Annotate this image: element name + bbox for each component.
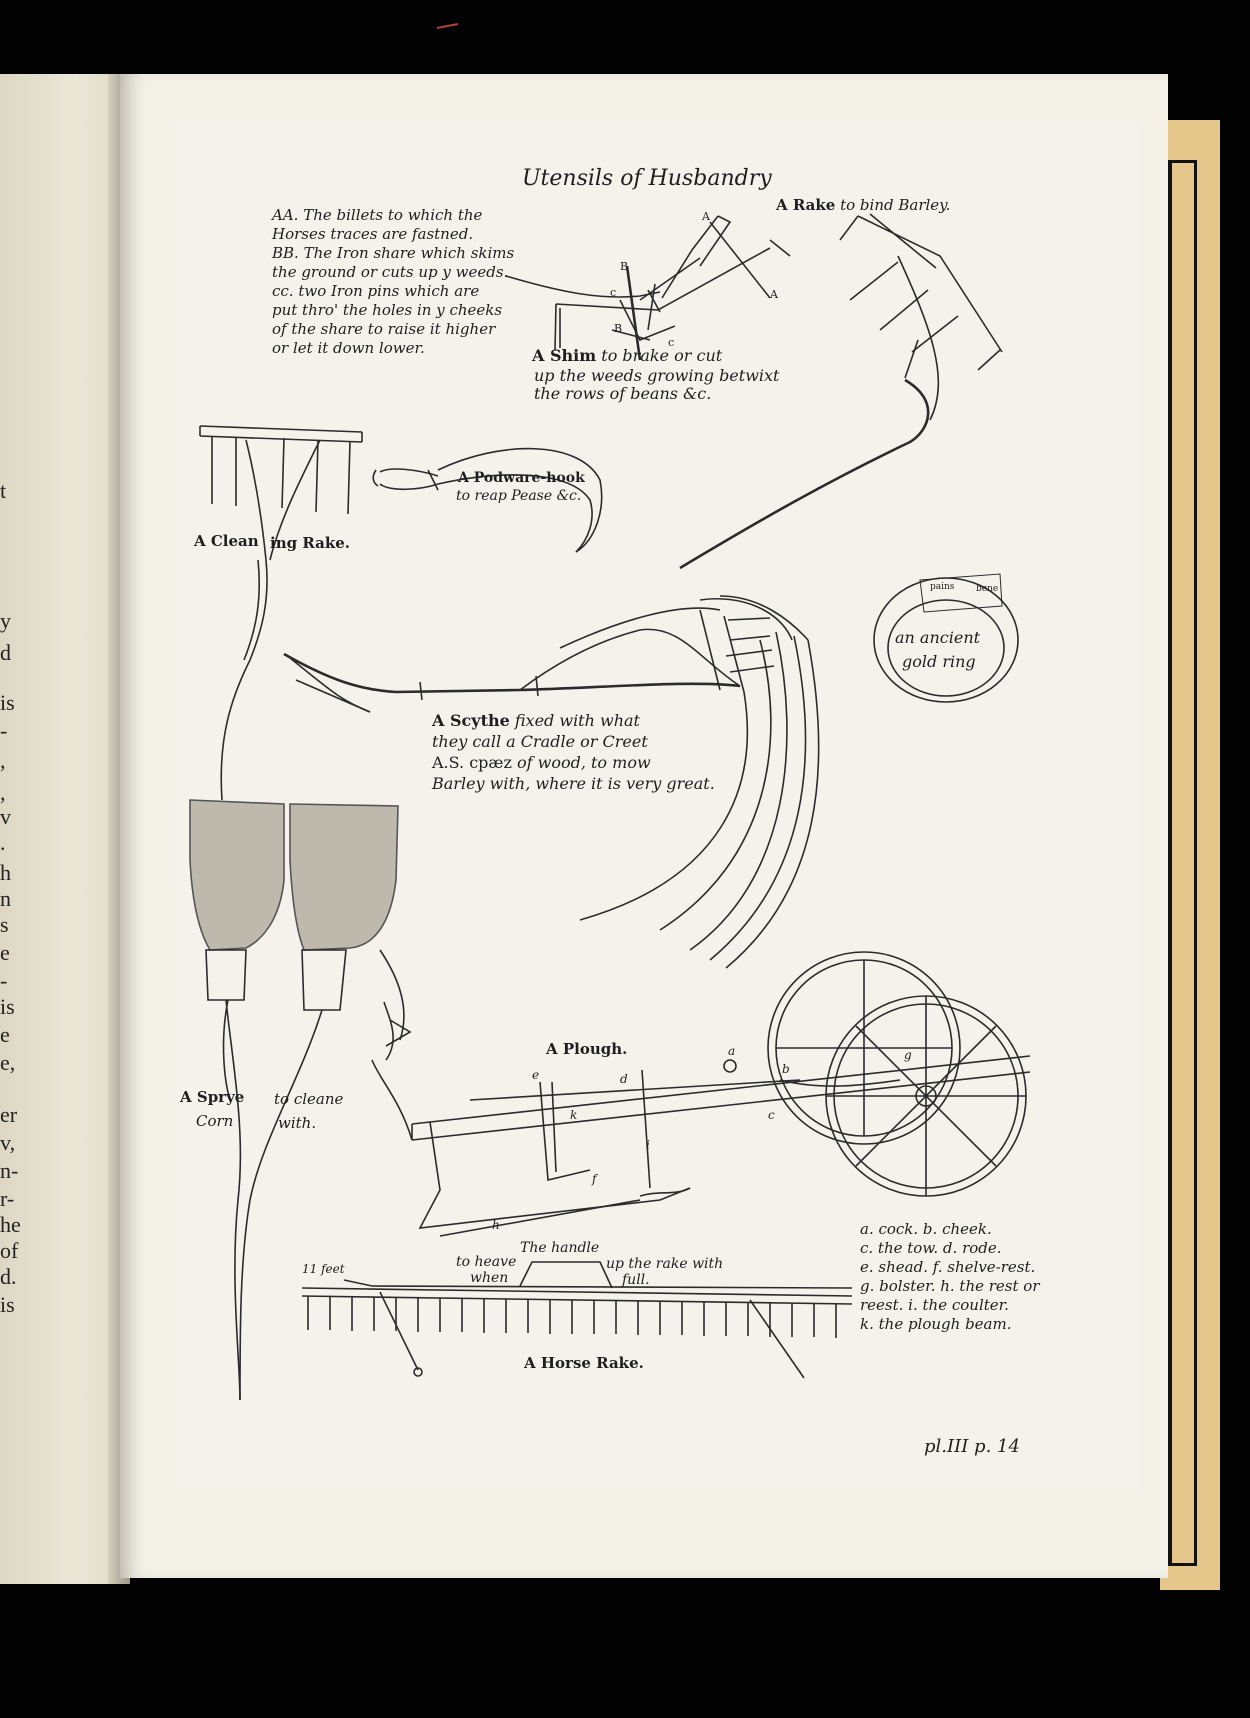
shim-label	[532, 346, 722, 365]
sprye-desc-2: Corn	[196, 1112, 234, 1130]
ring-engraving-1: pains	[930, 582, 955, 592]
margin-letter: e	[0, 1022, 10, 1047]
plough-key-line: a. cock. b. cheek.	[860, 1220, 992, 1238]
margin-letter: t	[0, 478, 7, 503]
plough-letter: i	[646, 1138, 650, 1152]
barley-rake-illustration	[680, 214, 1002, 568]
margin-letter: of	[0, 1238, 19, 1263]
scythe-desc-line: they call a Cradle or Creet	[432, 732, 648, 751]
cleaning-rake-label-end: ing Rake.	[270, 534, 351, 552]
horse-rake-note: full.	[622, 1272, 650, 1288]
plough-key	[860, 1220, 1040, 1334]
plough-key-line: reest. i. the coulter.	[860, 1296, 1009, 1314]
margin-letter: er	[0, 1102, 18, 1127]
plough-key-line: g. bolster. h. the rest or	[860, 1277, 1040, 1295]
shim-desc-line: up the weeds growing betwixt	[534, 366, 780, 385]
ring-label-1: an ancient	[895, 628, 981, 647]
plough-letter: g	[904, 1048, 912, 1062]
margin-letter: h	[0, 860, 11, 885]
plough-key-line: k. the plough beam.	[860, 1315, 1012, 1333]
plough-illustration	[372, 950, 1030, 1236]
podware-hook-desc: to reap Pease &c.	[456, 488, 582, 504]
margin-letter: s	[0, 912, 9, 937]
shim-letter: A	[702, 210, 710, 223]
shim-key-line: AA. The billets to which the	[272, 206, 483, 224]
ring-label-2: gold ring	[902, 652, 976, 671]
margin-letter: is	[0, 690, 15, 715]
margin-letter: v	[0, 804, 11, 829]
scythe-desc-line: of wood, to mow	[516, 753, 651, 772]
scythe-name: A Scythe	[432, 711, 510, 730]
margin-letter: -	[0, 718, 8, 743]
shim-illustration	[506, 216, 790, 360]
sprye-desc-1: to cleane	[274, 1090, 344, 1108]
margin-letter: d.	[0, 1264, 17, 1289]
shim-letter: B	[620, 260, 629, 273]
shim-key	[272, 206, 514, 358]
ring-engraving-2: bene	[976, 584, 999, 594]
barley-rake-name: A Rake	[776, 196, 836, 214]
scythe-label	[432, 710, 715, 794]
plough-letter: a	[728, 1044, 736, 1058]
margin-letter: r-	[0, 1186, 15, 1211]
shim-letter: c	[610, 286, 617, 299]
shim-key-line: cc. two Iron pins which are	[272, 282, 480, 300]
margin-letter: ,	[0, 780, 6, 805]
shim-key-line: Horses traces are fastned.	[272, 225, 474, 243]
shim-key-line: the ground or cuts up y weeds.	[272, 263, 509, 281]
plate-number: pl.III p. 14	[924, 1436, 1020, 1457]
plate-title: Utensils of Husbandry	[522, 166, 772, 191]
margin-letter: is	[0, 1292, 15, 1317]
plough-name: A Plough.	[546, 1040, 628, 1058]
cleaning-rake-label-start: A Clean	[194, 532, 259, 550]
margin-letter: .	[0, 830, 6, 855]
sprye-name: A Sprye	[180, 1088, 245, 1106]
podware-hook-name: A Podware-hook	[458, 470, 585, 486]
margin-letter: he	[0, 1212, 21, 1237]
plough-letter: f	[592, 1172, 597, 1186]
margin-letter: n-	[0, 1158, 19, 1183]
plough-letter: c	[768, 1108, 775, 1122]
shim-key-line: put thro' the holes in y cheeks	[272, 301, 503, 319]
shim-key-line: or let it down lower.	[272, 339, 425, 357]
barley-rake-label	[776, 196, 950, 214]
shim-key-line: of the share to raise it higher	[272, 320, 496, 338]
shim-letter: B	[614, 322, 623, 335]
plough-letter: h	[492, 1218, 500, 1232]
scythe-word: cpæz	[469, 753, 512, 772]
shim-desc: to brake or cut	[601, 346, 723, 365]
horse-rake-note: to heave	[456, 1254, 517, 1270]
margin-letter: n	[0, 886, 11, 911]
shim-letter: c	[668, 336, 675, 349]
margin-letter: e,	[0, 1050, 16, 1075]
horse-rake-note: when	[470, 1270, 509, 1286]
horse-rake-note: The handle	[520, 1240, 600, 1256]
horse-rake-length: 11 feet	[302, 1262, 345, 1276]
shim-letter: A	[770, 288, 778, 301]
margin-letter: is	[0, 994, 15, 1019]
margin-letter: ,	[0, 748, 6, 773]
plough-key-line: e. shead. f. shelve-rest.	[860, 1258, 1036, 1276]
horse-rake-note: up the rake with	[606, 1256, 724, 1272]
margin-letter: y	[0, 608, 11, 633]
margin-letter: e	[0, 940, 10, 965]
scythe-desc-line: Barley with, where it is very great.	[432, 774, 715, 793]
scythe-desc-line: fixed with what	[514, 711, 640, 730]
sprye-desc-3: with.	[278, 1114, 317, 1132]
plough-key-line: c. the tow. d. rode.	[860, 1239, 1002, 1257]
plough-letter: k	[570, 1108, 578, 1122]
plough-letter: b	[782, 1062, 790, 1076]
shim-name: A Shim	[532, 346, 597, 365]
shim-key-line: BB. The Iron share which skims	[272, 244, 515, 262]
shim-desc-line: the rows of beans &c.	[534, 384, 712, 403]
plough-letter: d	[620, 1072, 628, 1086]
margin-letter: -	[0, 968, 8, 993]
margin-letter: d	[0, 640, 11, 665]
margin-letter: v,	[0, 1130, 16, 1155]
cleaning-rake-illustration	[200, 426, 362, 800]
horse-rake-name: A Horse Rake.	[524, 1354, 644, 1372]
scythe-prefix: A.S.	[432, 753, 465, 772]
barley-rake-desc: to bind Barley.	[840, 196, 951, 214]
plough-letter: e	[532, 1068, 540, 1082]
